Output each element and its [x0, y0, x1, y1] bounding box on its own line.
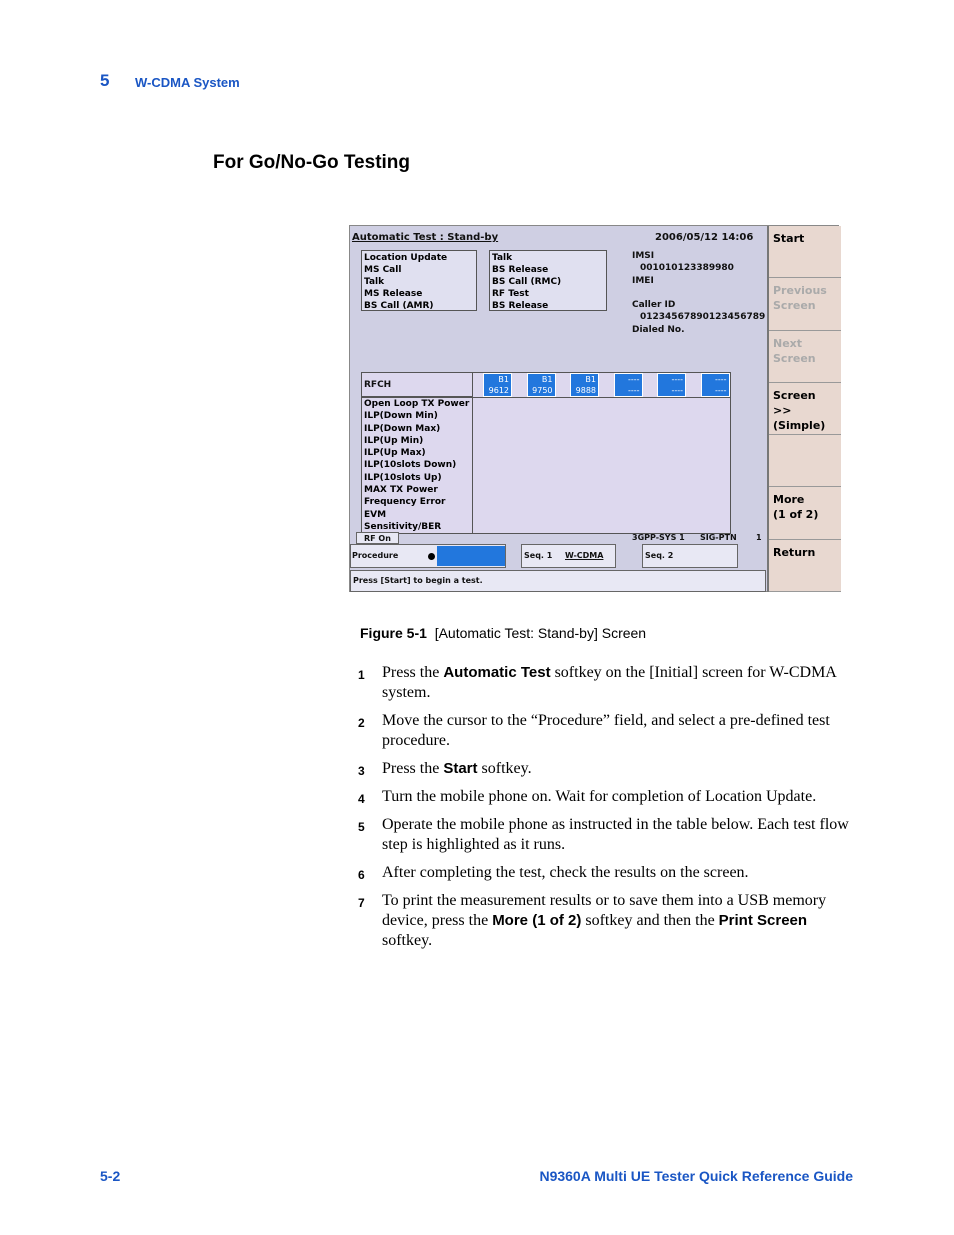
step-number: 7: [358, 896, 365, 910]
step-number: 2: [358, 716, 365, 730]
sig-value: 1: [756, 533, 762, 542]
instruction-step: 2 Move the cursor to the “Procedure” field, and select a pre-defined test procedure.: [358, 712, 830, 749]
status-bar: [350, 570, 766, 592]
channel-band: ----: [627, 375, 640, 384]
step-number: 5: [358, 820, 365, 834]
rfch-label: RFCH: [364, 380, 392, 390]
channel-band: ----: [671, 375, 683, 384]
seq1-field[interactable]: [521, 544, 616, 568]
rf-state-indicator[interactable]: [356, 532, 399, 544]
procedure-list-2: [489, 250, 607, 311]
channel-band: B1: [498, 375, 509, 384]
caller-id-label: Caller ID: [632, 300, 676, 310]
channel-band: B1: [541, 375, 553, 384]
step-number: 1: [358, 668, 365, 682]
test-item-label[interactable]: Frequency Error: [364, 497, 446, 508]
rf-state-label: RF On: [364, 534, 391, 543]
softkey-2[interactable]: Previous Screen: [769, 278, 841, 330]
procedure-list-1: [361, 250, 477, 311]
procedure-step[interactable]: MS Release: [364, 289, 423, 299]
softkey-6[interactable]: More (1 of 2): [769, 487, 841, 539]
test-item-label[interactable]: ILP(Up Max): [364, 448, 426, 459]
step-keyword: Start: [443, 760, 478, 777]
instruction-step: 3 Press the Start softkey.: [358, 759, 853, 779]
step-number: 3: [358, 764, 365, 778]
instruction-step: 1 Press the Automatic Test softkey on the [Initial] screen for W-CDMA system.: [358, 664, 836, 701]
instruction-list: [358, 663, 853, 959]
status-message: Press [Start] to begin a test.: [353, 576, 483, 585]
imsi-value: 001010123389980: [640, 263, 734, 273]
test-item-label[interactable]: ILP(10slots Up): [364, 472, 442, 483]
softkey-1[interactable]: Start: [769, 226, 841, 278]
dialed-label: Dialed No.: [632, 325, 685, 335]
chapter-title: W-CDMA System: [135, 75, 240, 90]
channel-value: ----: [671, 386, 683, 395]
caller-id-value: 01234567890123456789: [640, 312, 766, 322]
instruction-step: 7 To print the measurement results or to save them into a USB memory device, press the More (1 of 2) softkey and then the Print Screen softkey.: [358, 892, 827, 949]
softkey-7[interactable]: Return: [769, 540, 841, 592]
imei-label: IMEI: [632, 276, 654, 286]
procedure-field[interactable]: [350, 544, 506, 568]
instruction-step: 5 Operate the mobile phone as instructed in the table below. Each test flow step is highlighted as it runs.: [358, 816, 849, 853]
seq2-label: Seq. 2: [645, 551, 674, 560]
test-item-label[interactable]: ILP(Up Min): [364, 435, 424, 446]
procedure-step[interactable]: Location Update: [364, 253, 448, 263]
figure-label: Figure 5-1: [360, 625, 427, 641]
channel-chip[interactable]: [657, 373, 686, 397]
channel-band: ----: [714, 375, 727, 384]
channel-chip[interactable]: [570, 373, 599, 397]
softkey-3[interactable]: Next Screen: [769, 331, 841, 383]
softkey-4[interactable]: Screen >> (Simple): [769, 383, 841, 435]
softkey-panel: [767, 226, 841, 592]
section-title: For Go/No-Go Testing: [213, 152, 411, 173]
chapter-number: 5: [100, 71, 110, 90]
test-item-label[interactable]: MAX TX Power: [364, 485, 438, 496]
test-item-label[interactable]: ILP(Down Max): [364, 423, 441, 434]
figure-text: [Automatic Test: Stand-by] Screen: [434, 625, 647, 641]
step-number: 4: [358, 792, 365, 806]
procedure-step[interactable]: MS Call: [364, 265, 402, 275]
procedure-step[interactable]: Talk: [364, 277, 385, 287]
channel-band: B1: [585, 375, 596, 384]
channel-value: 9750: [532, 386, 553, 395]
seq1-value: W-CDMA: [565, 551, 604, 560]
test-item-label[interactable]: Sensitivity/BER: [364, 521, 442, 532]
step-keyword: More (1 of 2): [492, 912, 582, 929]
instruction-step: 6 After completing the test, check the results on the screen.: [358, 863, 853, 883]
procedure-step[interactable]: BS Call (RMC): [492, 277, 562, 287]
procedure-cursor-dot: [428, 553, 435, 560]
channel-chip[interactable]: [527, 373, 556, 397]
screen-datetime: 2006/05/12 14:06: [655, 232, 754, 243]
step-keyword: Print Screen: [718, 912, 808, 929]
step-number: 6: [358, 868, 365, 882]
imsi-label: IMSI: [632, 251, 655, 261]
test-item-label[interactable]: Open Loop TX Power: [364, 399, 470, 409]
procedure-step[interactable]: RF Test: [492, 289, 529, 299]
procedure-step[interactable]: BS Release: [492, 301, 549, 311]
automatic-test-screenshot: [349, 225, 839, 592]
procedure-label: Procedure: [352, 551, 399, 560]
procedure-step[interactable]: BS Call (AMR): [364, 301, 434, 311]
seq2-field[interactable]: [642, 544, 738, 568]
channel-value: ----: [714, 386, 727, 395]
channel-chip[interactable]: [701, 373, 730, 397]
procedure-step[interactable]: Talk: [492, 253, 513, 263]
test-item-label[interactable]: EVM: [364, 509, 387, 520]
seq1-label: Seq. 1: [524, 551, 553, 560]
softkey-5[interactable]: [769, 435, 841, 487]
channel-chip[interactable]: [614, 373, 643, 397]
procedure-step[interactable]: BS Release: [492, 265, 549, 275]
channel-value: ----: [627, 386, 640, 395]
guide-title: N9360A Multi UE Tester Quick Reference Guide: [539, 1168, 853, 1184]
figure-caption: [360, 625, 646, 641]
page-number: 5-2: [100, 1168, 121, 1184]
channel-value: 9612: [488, 386, 509, 395]
system-label: 3GPP-SYS 1: [632, 533, 685, 542]
channel-chip[interactable]: [483, 373, 512, 397]
test-item-label[interactable]: ILP(10slots Down): [364, 460, 457, 471]
step-keyword: Automatic Test: [443, 664, 551, 681]
channel-value: 9888: [575, 386, 596, 395]
sig-label: SIG-PTN: [700, 533, 737, 542]
procedure-select[interactable]: [437, 546, 505, 566]
screen-title: Automatic Test : Stand-by: [352, 232, 499, 243]
test-item-label[interactable]: ILP(Down Min): [364, 411, 438, 422]
instruction-step: 4 Turn the mobile phone on. Wait for completion of Location Update.: [358, 787, 853, 807]
